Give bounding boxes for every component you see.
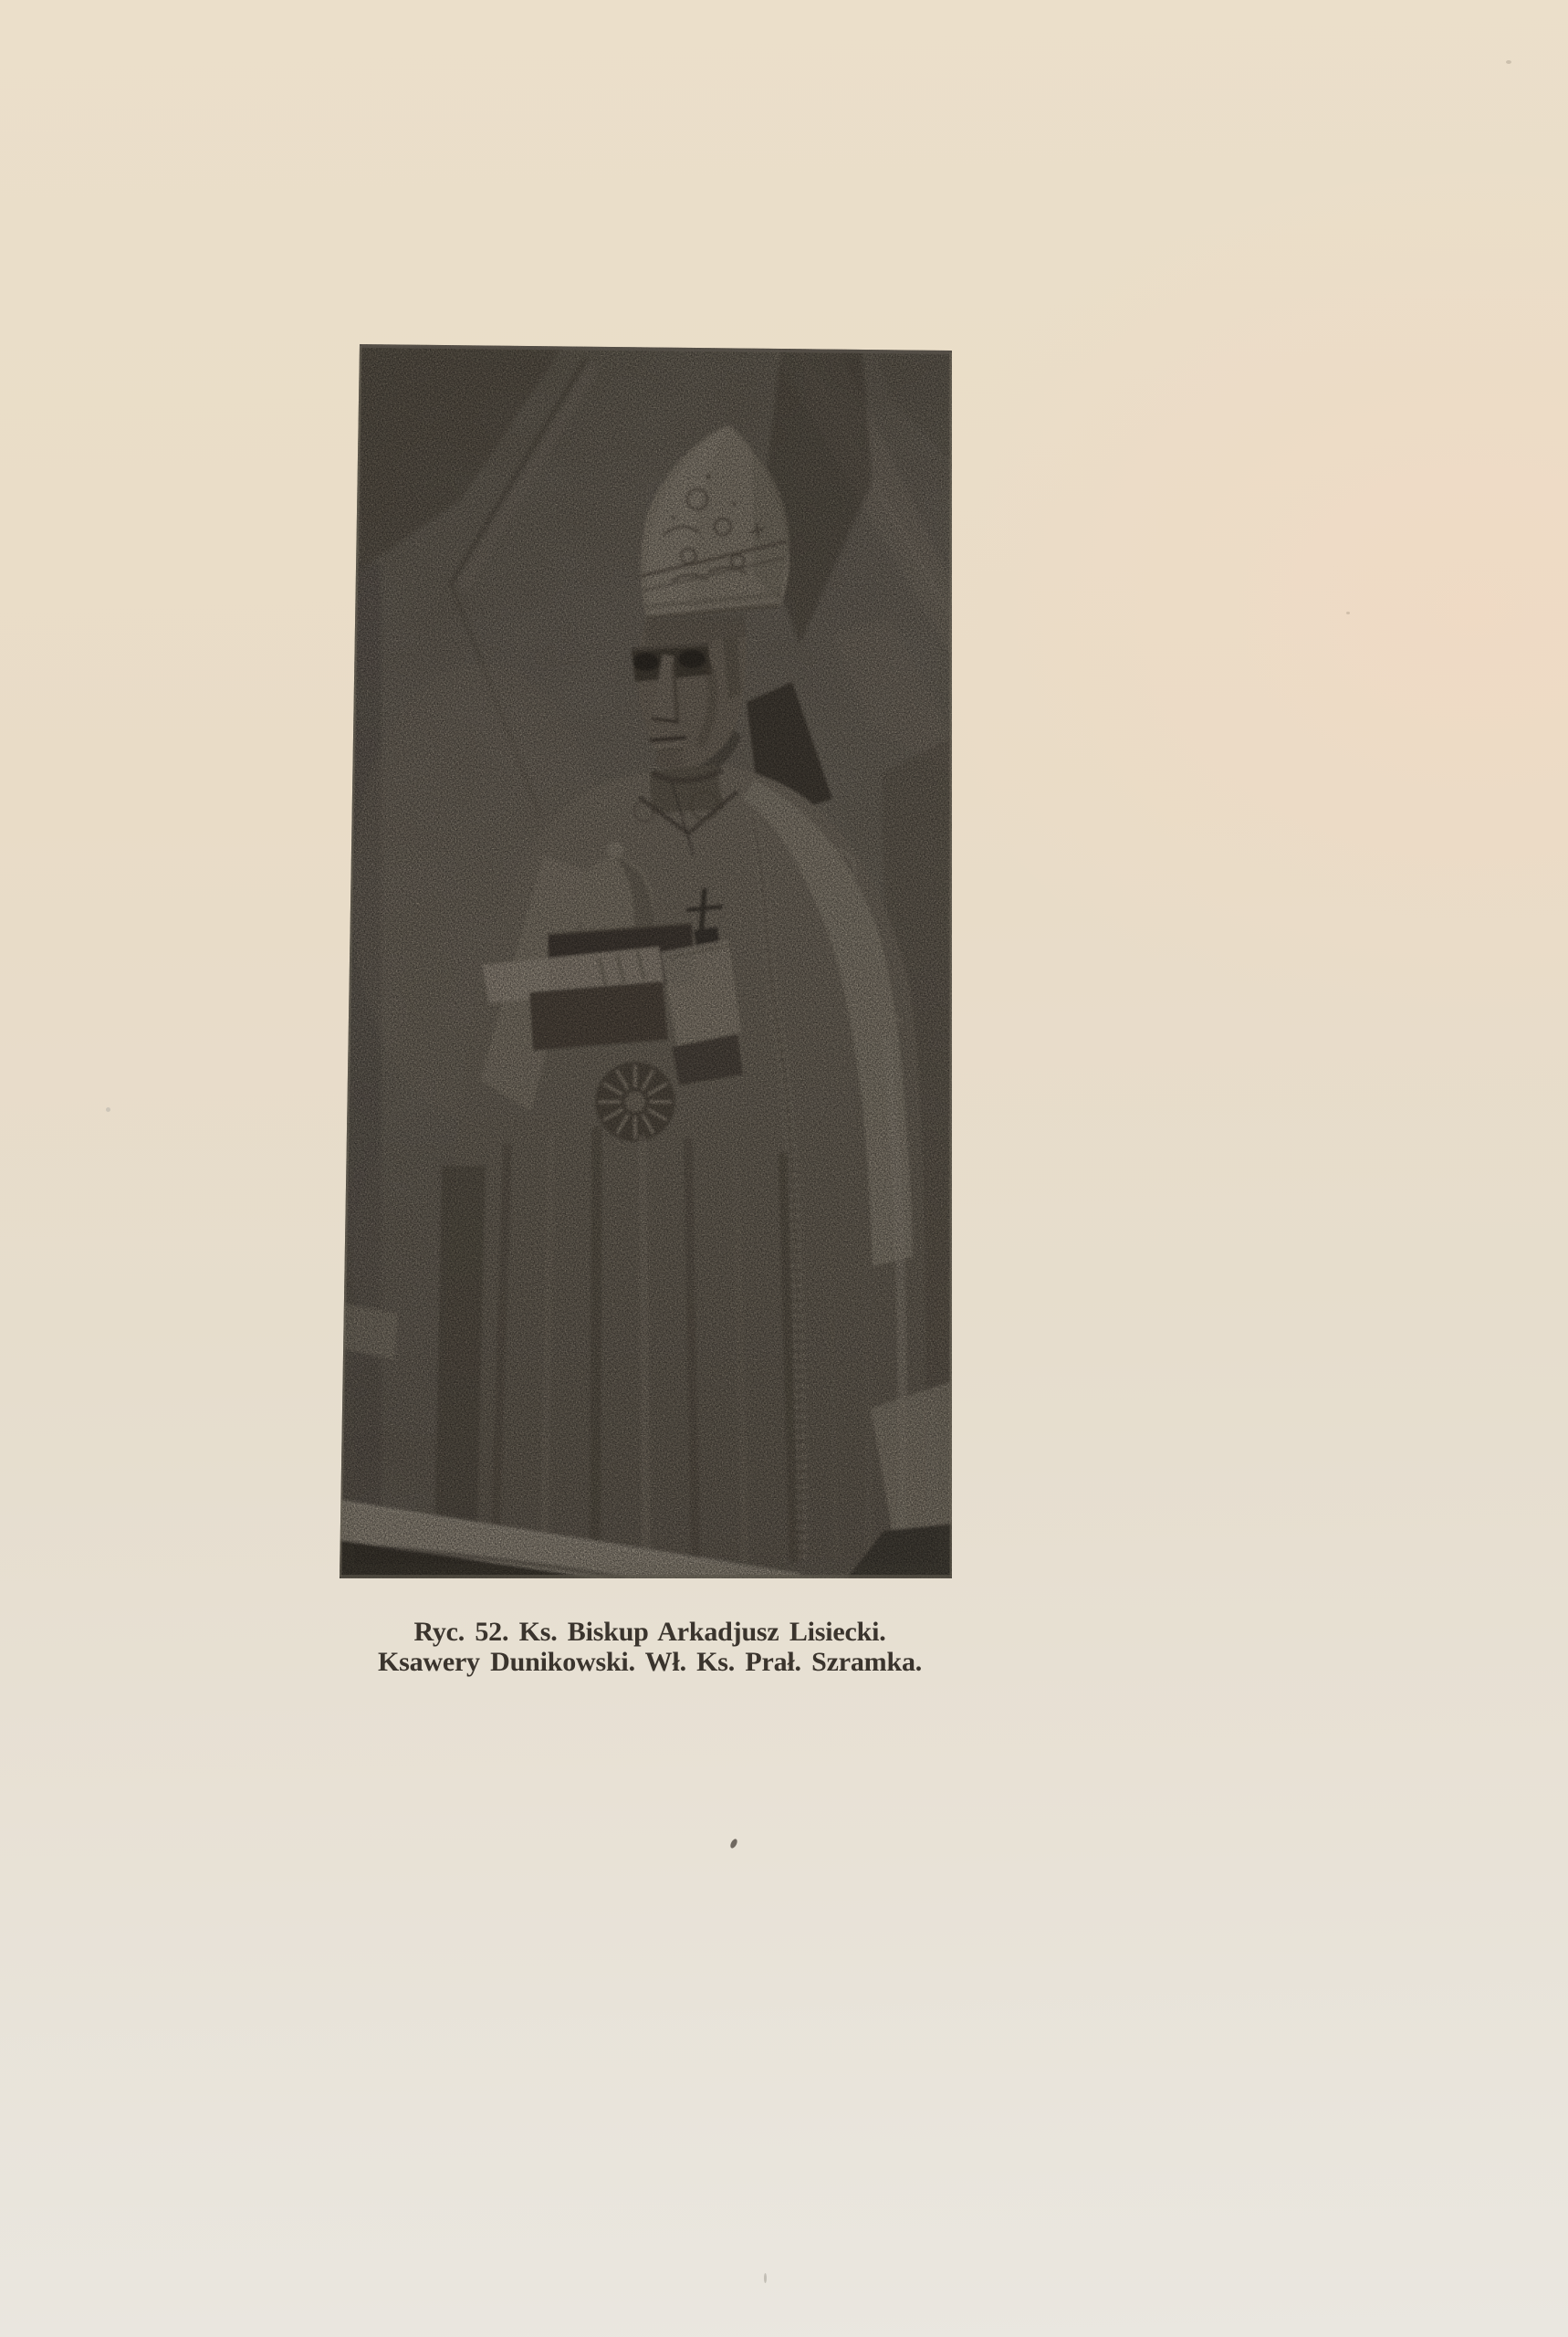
paper-speck xyxy=(729,1838,738,1850)
figure-photo xyxy=(325,344,952,1578)
paper-speck xyxy=(1506,60,1511,64)
paper-speck xyxy=(764,2273,767,2283)
figure-caption-line-2: Ksawery Dunikowski. Wł. Ks. Prał. Szramka. xyxy=(377,1647,923,1677)
sepia-tint-overlay xyxy=(325,344,952,1578)
halftone-photo-artwork xyxy=(325,344,952,1578)
figure-caption xyxy=(310,1617,989,1677)
paper-speck xyxy=(106,1107,110,1112)
paper-speck xyxy=(1346,612,1350,614)
figure-caption-line-1: Ryc. 52. Ks. Biskup Arkadjusz Lisiecki. xyxy=(413,1617,886,1647)
